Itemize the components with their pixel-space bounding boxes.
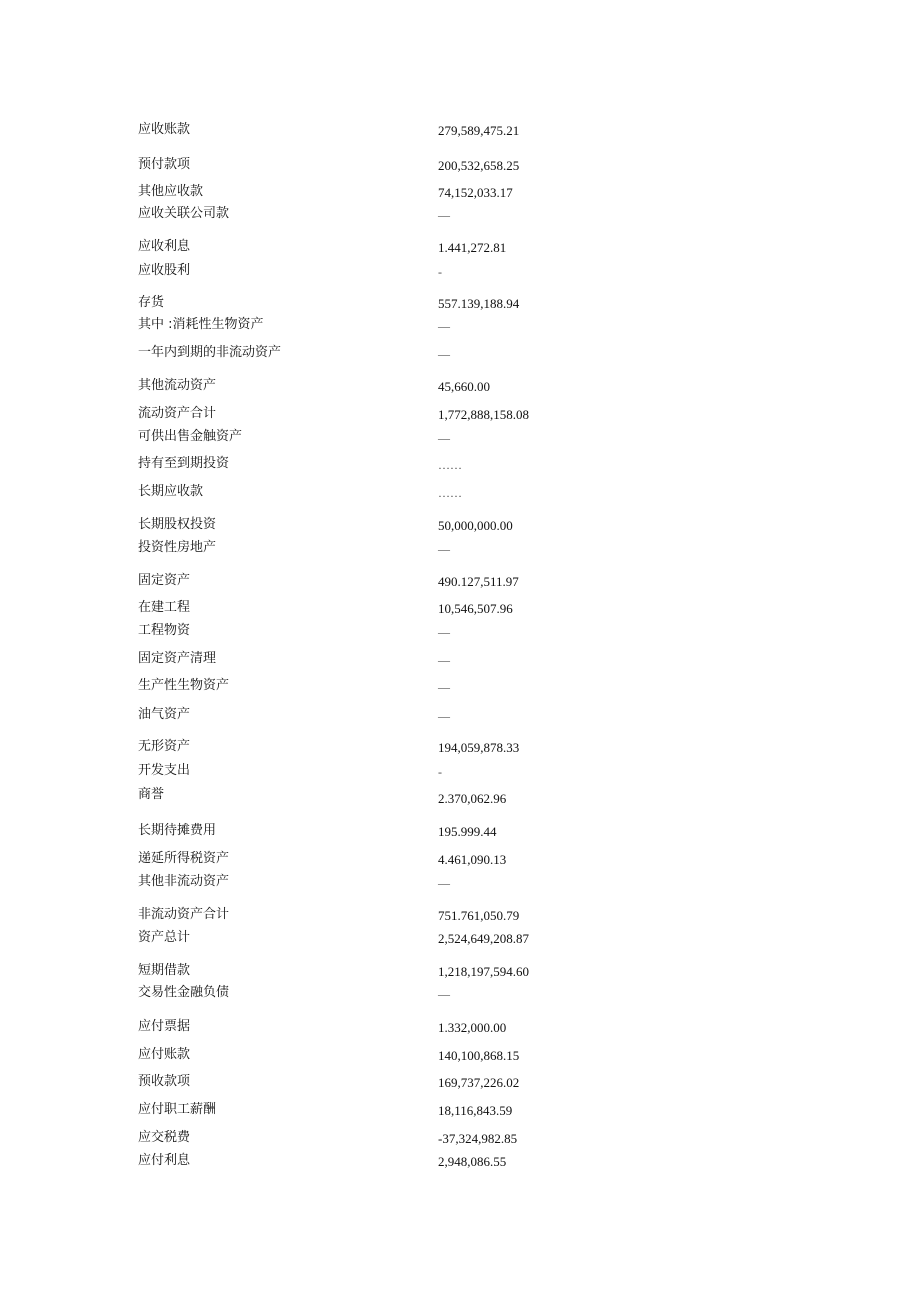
- row-intangible-assets: [0, 738, 920, 758]
- row-interest-receivable: [0, 238, 920, 258]
- item-value: —: [438, 208, 450, 222]
- item-label: 其中 :消耗性生物资产: [138, 317, 264, 332]
- item-value: 557.139,188.94: [438, 296, 520, 311]
- item-value: -37,324,982.85: [438, 1131, 518, 1146]
- item-label: 应收利息: [138, 239, 191, 254]
- item-label: 无形资产: [138, 739, 191, 754]
- row-taxes-payable: [0, 1129, 920, 1149]
- item-value: 194,059,878.33: [438, 740, 520, 755]
- item-value: 2,524,649,208.87: [438, 931, 529, 946]
- item-label: 应交税费: [138, 1130, 191, 1145]
- item-label: 开发支出: [138, 763, 191, 778]
- item-value: 50,000,000.00: [438, 518, 513, 533]
- item-label: 应付账款: [138, 1047, 191, 1062]
- item-label: 工程物资: [138, 623, 191, 638]
- item-label: 应收账款: [138, 122, 191, 137]
- row-construction-materials: [0, 622, 920, 642]
- row-productive-biological-assets: [0, 677, 920, 697]
- row-employee-compensation-payable: [0, 1101, 920, 1121]
- item-label: 商誉: [138, 787, 165, 802]
- item-label: 长期股权投资: [138, 517, 217, 532]
- item-label: 应付职工薪酬: [138, 1102, 217, 1117]
- item-value: —: [438, 319, 450, 333]
- item-value: 279,589,475.21: [438, 123, 520, 138]
- item-value: -: [438, 265, 442, 279]
- item-value: 1.441,272.81: [438, 240, 507, 255]
- row-long-term-receivables: [0, 483, 920, 503]
- row-prepayments: [0, 156, 920, 176]
- item-label: 其他流动资产: [138, 378, 217, 393]
- row-current-portion-noncurrent-assets: [0, 344, 920, 364]
- item-value: —: [438, 709, 450, 723]
- item-value: 10,546,507.96: [438, 601, 513, 616]
- item-label: 长期应收款: [138, 484, 204, 499]
- item-value: -: [438, 765, 442, 779]
- row-dividends-receivable: [0, 262, 920, 282]
- item-value: —: [438, 680, 450, 694]
- item-value: 169,737,226.02: [438, 1075, 520, 1090]
- row-deferred-tax-assets: [0, 850, 920, 870]
- item-value: 140,100,868.15: [438, 1048, 520, 1063]
- row-total-current-assets: [0, 405, 920, 425]
- item-label: 流动资产合计: [138, 406, 217, 421]
- row-construction-in-progress: [0, 599, 920, 619]
- item-value: 4.461,090.13: [438, 852, 507, 867]
- item-label: 可供出售金触资产: [138, 429, 243, 444]
- row-trading-financial-liabilities: [0, 984, 920, 1004]
- item-label: 其他非流动资产: [138, 874, 230, 889]
- row-long-term-prepaid-expenses: [0, 822, 920, 842]
- item-label: 应付票据: [138, 1019, 191, 1034]
- item-label: 预付款项: [138, 157, 191, 172]
- item-label: 预收款项: [138, 1074, 191, 1089]
- item-value: 195.999.44: [438, 824, 497, 839]
- item-label: 投资性房地产: [138, 540, 217, 555]
- item-value: 200,532,658.25: [438, 158, 520, 173]
- row-total-assets: [0, 929, 920, 949]
- row-other-noncurrent-assets: [0, 873, 920, 893]
- item-label: 非流动资产合计: [138, 907, 230, 922]
- item-label: 存货: [138, 295, 165, 310]
- item-label: 长期待摊费用: [138, 823, 217, 838]
- row-advances-received: [0, 1073, 920, 1093]
- item-value: 1.332,000.00: [438, 1020, 507, 1035]
- item-label: 短期借款: [138, 963, 191, 978]
- item-label: 生产性生物资产: [138, 678, 230, 693]
- row-consumable-biological-assets: [0, 316, 920, 336]
- item-value: 18,116,843.59: [438, 1103, 513, 1118]
- row-available-for-sale-assets: [0, 428, 920, 448]
- row-other-current-assets: [0, 377, 920, 397]
- row-long-term-equity-investment: [0, 516, 920, 536]
- item-value: —: [438, 347, 450, 361]
- item-value: 1,218,197,594.60: [438, 964, 529, 979]
- row-inventory: [0, 294, 920, 314]
- row-fixed-assets: [0, 572, 920, 592]
- row-other-receivables: [0, 183, 920, 203]
- item-value: 1,772,888,158.08: [438, 407, 529, 422]
- item-value: ……: [438, 486, 462, 500]
- item-label: 持有至到期投资: [138, 456, 230, 471]
- item-value: 2.370,062.96: [438, 791, 507, 806]
- item-value: —: [438, 431, 450, 445]
- item-label: 交易性金融负债: [138, 985, 230, 1000]
- row-notes-payable: [0, 1018, 920, 1038]
- row-goodwill: [0, 786, 920, 806]
- row-fixed-assets-disposal: [0, 650, 920, 670]
- item-label: 资产总计: [138, 930, 191, 945]
- item-label: 在建工程: [138, 600, 191, 615]
- item-value: —: [438, 653, 450, 667]
- item-value: —: [438, 987, 450, 1001]
- row-oil-gas-assets: [0, 706, 920, 726]
- row-related-party-receivables: [0, 205, 920, 225]
- row-short-term-borrowings: [0, 962, 920, 982]
- item-label: 递延所得税资产: [138, 851, 230, 866]
- item-value: 751.761,050.79: [438, 908, 520, 923]
- row-total-noncurrent-assets: [0, 906, 920, 926]
- item-label: 其他应收款: [138, 184, 204, 199]
- item-label: 应收股利: [138, 263, 191, 278]
- row-accounts-receivable: [0, 121, 920, 141]
- item-label: 油气资产: [138, 707, 191, 722]
- item-value: 45,660.00: [438, 379, 490, 394]
- row-held-to-maturity: [0, 455, 920, 475]
- item-value: 2,948,086.55: [438, 1154, 507, 1169]
- row-investment-property: [0, 539, 920, 559]
- item-label: 应付利息: [138, 1153, 191, 1168]
- row-development-expenditure: [0, 762, 920, 782]
- item-value: —: [438, 876, 450, 890]
- item-value: —: [438, 542, 450, 556]
- item-label: 应收关联公司款: [138, 206, 230, 221]
- row-interest-payable: [0, 1152, 920, 1172]
- item-label: 一年内到期的非流动资产: [138, 345, 282, 360]
- item-value: ……: [438, 458, 462, 472]
- row-accounts-payable: [0, 1046, 920, 1066]
- item-value: 490.127,511.97: [438, 574, 519, 589]
- item-label: 固定资产: [138, 573, 191, 588]
- item-value: —: [438, 625, 450, 639]
- item-label: 固定资产清理: [138, 651, 217, 666]
- item-value: 74,152,033.17: [438, 185, 513, 200]
